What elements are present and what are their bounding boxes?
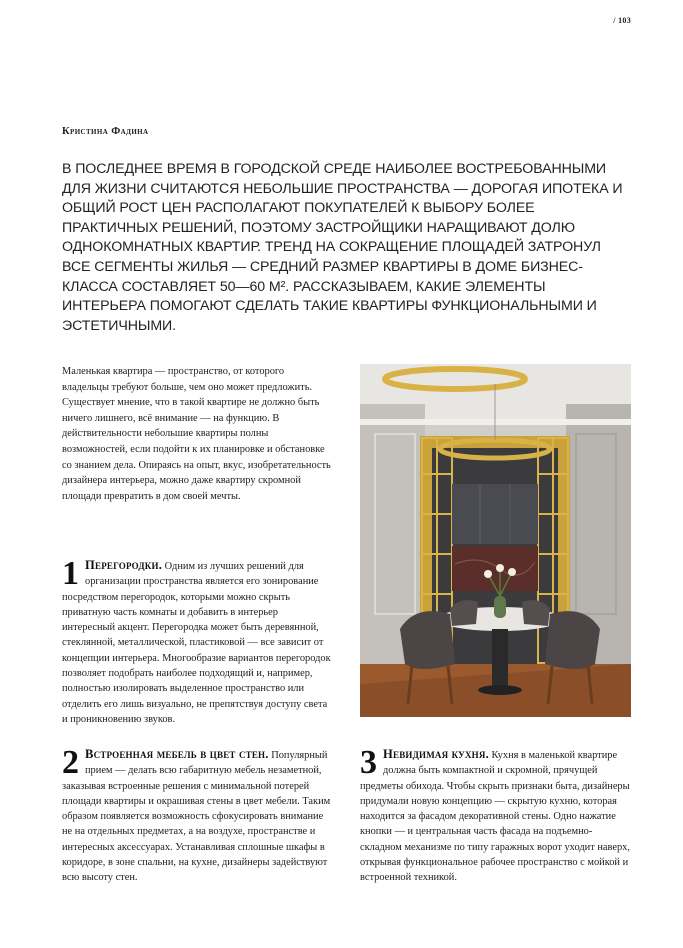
interior-photo	[360, 364, 631, 717]
author-name: Кристина Фадина	[62, 126, 149, 137]
section-heading: Перегородки.	[85, 558, 163, 572]
section-text: Популярный прием — делать всю габаритную мебель незаметной, заказывая встроенные решения с минимальной потерей площади квартиры и окрашивая стены в цвет мебели. Таким образом появляется возможность сфокусировать внимание не на отдельных предметах, а на воздухе, пространстве и интересных аксессуарах. Устанавливая сплошные шкафы в коридоре, в зоне спальни, на кухне, дизайнеры задействуют всю высоту стен.	[62, 750, 331, 884]
section-built-in-furniture	[62, 744, 332, 886]
page-number: / 103	[613, 16, 631, 25]
section-text: Одним из лучших решений для организации пространства является его зонирование посредством перегородок, которыми можно скрыть приватную часть комнаты и добавить в интерьер интересный акцент. Перегородка может быть деревянной, стеклянной, металлической, пластиковой — все зависит от концепции интерьера. Многообразие вариантов перегородок позволяет подобрать наиболее подходящий и, например, полностью изолировать выделенное пространство или отделить его лишь визуально, не препятствуя доступу света и проникновению звуков.	[62, 561, 331, 725]
section-heading: Невидимая кухня.	[383, 747, 489, 761]
section-number: 3	[360, 744, 377, 781]
section-invisible-kitchen	[360, 744, 632, 886]
lead-paragraph: В ПОСЛЕДНЕЕ ВРЕМЯ В ГОРОДСКОЙ СРЕДЕ НАИБОЛЕЕ ВОСТРЕБОВАННЫМИ ДЛЯ ЖИЗНИ СЧИТАЮТСЯ НЕБОЛЬШИЕ ПРОСТРАНСТВА — ДОРОГАЯ ИПОТЕКА И ОБЩИЙ РОСТ ЦЕН РАСПОЛАГАЮТ ПОКУПАТЕЛЕЙ К ВЫБОРУ БОЛЕЕ ПРАКТИЧНЫХ РЕШЕНИЙ, ПОЭТОМУ ЗАСТРОЙЩИКИ НАРАЩИВАЮТ ДОЛЮ ОДНОКОМНАТНЫХ КВАРТИР. ТРЕНД НА СОКРАЩЕНИЕ ПЛОЩАДЕЙ ЗАТРОНУЛ ВСЕ СЕГМЕНТЫ ЖИЛЬЯ — СРЕДНИЙ РАЗМЕР КВАРТИРЫ В ДОМЕ БИЗНЕС-КЛАССА СОСТАВЛЯЕТ 50—60 М². РАССКАЗЫВАЕМ, КАКИЕ ЭЛЕМЕНТЫ ИНТЕРЬЕРА ПОМОГАЮТ СДЕЛАТЬ ТАКИЕ КВАРТИРЫ ФУНКЦИОНАЛЬНЫМИ И ЭСТЕТИЧНЫМИ.	[62, 161, 623, 334]
section-number: 1	[62, 555, 79, 592]
section-number: 2	[62, 744, 79, 781]
section-heading: Встроенная мебель в цвет стен.	[85, 747, 269, 761]
section-text: Кухня в маленькой квартире должна быть компактной и скромной, прячущей предметы обихода. Чтобы скрыть признаки быта, дизайнеры придумали новую концепцию — скрытую кухню, которая находится за фасадом декоративной стены. Одно нажатие кнопки — и центральная часть фасада на подъемно-складном механизме по типу гаражных ворот уходит наверх, открывая функциональное рабочее пространство с мойкой и встроенной техникой.	[360, 750, 630, 884]
intro-paragraph: Маленькая квартира — пространство, от которого владельцы требуют больше, чем оно может предложить. Существует мнение, что в такой квартире не должно быть ничего лишнего, всё внимание — на функцию. В действительности небольшие квартиры полны возможностей, если подойти к их планировке и обстановке со знанием дела. Опираясь на опыт, вкус, изобретательность дизайнера интерьера, можно даже квартиру скромной площади превратить в дом своей мечты.	[62, 366, 331, 502]
section-partitions	[62, 555, 332, 727]
